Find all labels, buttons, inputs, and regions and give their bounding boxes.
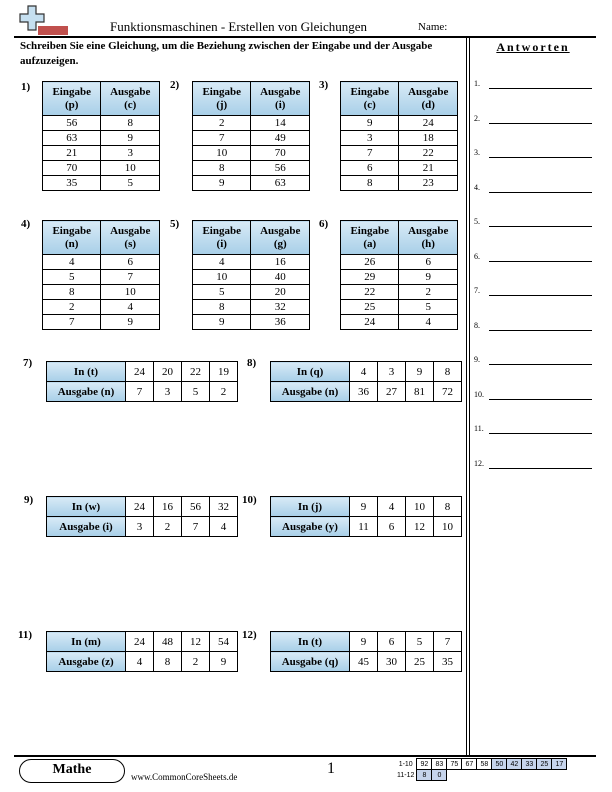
problem-number: 6) (319, 218, 329, 230)
input-value: 9 (350, 497, 378, 517)
output-value: 4 (399, 315, 458, 330)
answer-line (474, 321, 592, 335)
input-header (193, 82, 251, 116)
input-value: 56 (43, 116, 101, 131)
input-value: 2 (193, 116, 251, 131)
output-value: 6 (378, 517, 406, 537)
output-value: 12 (406, 517, 434, 537)
input-label: Eingabe (52, 85, 91, 98)
input-value: 26 (341, 255, 399, 270)
answer-number: 10. (474, 390, 484, 399)
output-value: 23 (399, 176, 458, 191)
output-value: 3 (101, 146, 160, 161)
output-label: Ausgabe (408, 85, 449, 98)
output-value: 63 (251, 176, 310, 191)
output-value: 20 (251, 285, 310, 300)
function-table (46, 361, 238, 402)
answer-line (474, 183, 592, 197)
score-value: 50 (492, 759, 507, 770)
answer-number: 4. (474, 183, 480, 192)
output-header: Ausgabe (i) (47, 517, 126, 537)
input-value: 9 (341, 116, 399, 131)
output-row (47, 382, 238, 402)
table-row (341, 300, 458, 315)
answer-number: 3. (474, 148, 480, 157)
answer-blank (489, 364, 592, 365)
answer-number: 2. (474, 114, 480, 123)
input-value: 8 (434, 497, 462, 517)
input-row (47, 362, 238, 382)
problem-number: 9) (24, 494, 34, 506)
score-table (395, 758, 567, 781)
output-header (101, 82, 160, 116)
input-variable: (a) (363, 237, 377, 250)
score-row (395, 759, 567, 770)
output-header (251, 221, 310, 255)
table-row (193, 161, 310, 176)
problem-number: 4) (21, 218, 31, 230)
input-value: 10 (193, 146, 251, 161)
output-value: 11 (350, 517, 378, 537)
output-header (101, 221, 160, 255)
table-row (43, 300, 160, 315)
answer-line (474, 217, 592, 231)
output-value: 81 (406, 382, 434, 402)
output-row (47, 517, 238, 537)
instructions: Schreiben Sie eine Gleichung, um die Beziehung zwischen der Eingabe und der Ausgabe aufzuzeigen. (20, 40, 433, 67)
answer-line (474, 286, 592, 300)
table-row (341, 131, 458, 146)
output-value: 5 (182, 382, 210, 402)
input-header: In (j) (271, 497, 350, 517)
problem-number: 12) (242, 629, 257, 641)
output-header: Ausgabe (q) (271, 652, 350, 672)
score-value: 17 (552, 759, 567, 770)
table-row (43, 285, 160, 300)
table-row (193, 315, 310, 330)
input-row (47, 497, 238, 517)
output-value: 2 (154, 517, 182, 537)
output-value: 49 (251, 131, 310, 146)
output-value: 45 (350, 652, 378, 672)
table-row (193, 270, 310, 285)
output-value: 9 (210, 652, 238, 672)
input-value: 20 (154, 362, 182, 382)
output-value: 5 (399, 300, 458, 315)
output-header: Ausgabe (y) (271, 517, 350, 537)
output-value: 2 (399, 285, 458, 300)
table-row (341, 270, 458, 285)
input-row (271, 497, 462, 517)
input-value: 8 (43, 285, 101, 300)
table-row (43, 255, 160, 270)
answer-blank (489, 433, 592, 434)
input-value: 21 (43, 146, 101, 161)
score-range-label: 11-12 (397, 771, 415, 779)
bottom-divider (14, 755, 596, 757)
input-value: 29 (341, 270, 399, 285)
input-header (341, 82, 399, 116)
output-value: 9 (101, 315, 160, 330)
table-row (341, 146, 458, 161)
top-divider (14, 36, 596, 38)
input-value: 9 (193, 176, 251, 191)
answer-blank (489, 399, 592, 400)
input-value: 19 (210, 362, 238, 382)
input-value: 63 (43, 131, 101, 146)
input-row (271, 632, 462, 652)
output-value: 6 (101, 255, 160, 270)
table-row (341, 285, 458, 300)
input-header: In (m) (47, 632, 126, 652)
input-value: 5 (43, 270, 101, 285)
input-value: 4 (43, 255, 101, 270)
plus-sign-logo-icon (18, 4, 70, 38)
footer-site-url: www.CommonCoreSheets.de (131, 772, 238, 782)
answer-blank (489, 330, 592, 331)
output-variable: (i) (275, 98, 286, 111)
answer-number: 9. (474, 355, 480, 364)
output-row (271, 517, 462, 537)
output-value: 25 (406, 652, 434, 672)
output-label: Ausgabe (408, 224, 449, 237)
answer-line (474, 424, 592, 438)
input-header: In (t) (271, 632, 350, 652)
function-table (46, 496, 238, 537)
page-number: 1 (327, 760, 335, 777)
input-value: 24 (126, 497, 154, 517)
input-value: 9 (193, 315, 251, 330)
score-value: 8 (417, 770, 432, 781)
problem-number: 1) (21, 81, 31, 93)
input-header (341, 221, 399, 255)
output-row (271, 652, 462, 672)
score-value: 67 (462, 759, 477, 770)
function-table (270, 496, 462, 537)
input-value: 6 (341, 161, 399, 176)
table-row (43, 315, 160, 330)
output-value: 18 (399, 131, 458, 146)
output-value: 8 (154, 652, 182, 672)
input-label: Eingabe (202, 85, 241, 98)
output-row (47, 652, 238, 672)
table-row (43, 131, 160, 146)
input-value: 16 (154, 497, 182, 517)
problem-number: 7) (23, 357, 33, 369)
input-header (193, 221, 251, 255)
output-value: 56 (251, 161, 310, 176)
input-value: 24 (341, 315, 399, 330)
output-label: Ausgabe (110, 224, 151, 237)
input-value: 7 (434, 632, 462, 652)
score-value: 0 (432, 770, 447, 781)
output-header: Ausgabe (n) (271, 382, 350, 402)
table-row (43, 176, 160, 191)
answer-blank (489, 295, 592, 296)
output-value: 10 (434, 517, 462, 537)
score-row (395, 770, 567, 781)
table-row (341, 255, 458, 270)
input-value: 10 (193, 270, 251, 285)
answer-number: 7. (474, 286, 480, 295)
answer-number: 6. (474, 252, 480, 261)
input-value: 9 (350, 632, 378, 652)
output-value: 9 (101, 131, 160, 146)
output-label: Ausgabe (260, 224, 301, 237)
problem-number: 5) (170, 218, 180, 230)
footer-logo-text: Mathe (52, 762, 92, 777)
output-value: 27 (378, 382, 406, 402)
table-row (341, 116, 458, 131)
output-value: 7 (126, 382, 154, 402)
input-header: In (t) (47, 362, 126, 382)
answer-blank (489, 261, 592, 262)
answer-number: 1. (474, 79, 480, 88)
table-row (193, 300, 310, 315)
output-value: 4 (126, 652, 154, 672)
output-variable: (d) (421, 98, 435, 111)
table-row (43, 146, 160, 161)
input-value: 48 (154, 632, 182, 652)
input-header (43, 221, 101, 255)
input-value: 5 (406, 632, 434, 652)
input-value: 7 (341, 146, 399, 161)
output-header (251, 82, 310, 116)
output-value: 2 (210, 382, 238, 402)
input-variable: (j) (216, 98, 228, 111)
input-label: Eingabe (202, 224, 241, 237)
input-value: 6 (378, 632, 406, 652)
answer-blank (489, 226, 592, 227)
score-value: 92 (417, 759, 432, 770)
output-value: 32 (251, 300, 310, 315)
input-row (47, 632, 238, 652)
function-table (270, 631, 462, 672)
answer-blank (489, 88, 592, 89)
output-variable: (h) (421, 237, 435, 250)
function-table (42, 220, 160, 330)
table-row (43, 161, 160, 176)
input-variable: (c) (363, 98, 376, 111)
input-value: 54 (210, 632, 238, 652)
output-value: 40 (251, 270, 310, 285)
output-value: 4 (101, 300, 160, 315)
output-value: 24 (399, 116, 458, 131)
output-value: 5 (101, 176, 160, 191)
table-row (193, 285, 310, 300)
answer-number: 5. (474, 217, 480, 226)
output-value: 2 (182, 652, 210, 672)
answer-line (474, 79, 592, 93)
table-row (193, 131, 310, 146)
function-table (46, 631, 238, 672)
function-table (340, 81, 458, 191)
function-table (340, 220, 458, 330)
output-value: 72 (434, 382, 462, 402)
score-value: 83 (432, 759, 447, 770)
output-value: 7 (101, 270, 160, 285)
score-value: 58 (477, 759, 492, 770)
input-value: 8 (341, 176, 399, 191)
output-variable: (c) (124, 98, 137, 111)
answer-number: 11. (474, 424, 484, 433)
input-variable: (i) (216, 237, 227, 250)
function-table (42, 81, 160, 191)
output-row (271, 382, 462, 402)
output-value: 14 (251, 116, 310, 131)
score-value: 33 (522, 759, 537, 770)
input-value: 4 (378, 497, 406, 517)
problem-number: 2) (170, 79, 180, 91)
output-value: 7 (182, 517, 210, 537)
output-value: 70 (251, 146, 310, 161)
output-variable: (g) (273, 237, 287, 250)
input-value: 32 (210, 497, 238, 517)
score-value: 25 (537, 759, 552, 770)
input-value: 8 (193, 161, 251, 176)
answer-line (474, 355, 592, 369)
input-row (271, 362, 462, 382)
problem-number: 10) (242, 494, 257, 506)
output-value: 21 (399, 161, 458, 176)
output-value: 8 (101, 116, 160, 131)
score-value: 42 (507, 759, 522, 770)
output-variable: (s) (124, 237, 137, 250)
input-label: Eingabe (350, 85, 389, 98)
input-variable: (p) (65, 98, 79, 111)
output-value: 30 (378, 652, 406, 672)
input-value: 56 (182, 497, 210, 517)
input-value: 5 (193, 285, 251, 300)
answer-blank (489, 192, 592, 193)
answer-line (474, 114, 592, 128)
input-value: 25 (341, 300, 399, 315)
output-value: 16 (251, 255, 310, 270)
table-row (341, 315, 458, 330)
input-value: 35 (43, 176, 101, 191)
problem-number: 8) (247, 357, 257, 369)
input-value: 22 (182, 362, 210, 382)
table-row (193, 255, 310, 270)
input-value: 24 (126, 632, 154, 652)
answer-blank (489, 123, 592, 124)
output-value: 22 (399, 146, 458, 161)
table-row (341, 176, 458, 191)
output-value: 35 (434, 652, 462, 672)
output-value: 3 (154, 382, 182, 402)
input-value: 22 (341, 285, 399, 300)
input-variable: (n) (65, 237, 79, 250)
output-value: 10 (101, 285, 160, 300)
output-header: Ausgabe (n) (47, 382, 126, 402)
table-row (43, 116, 160, 131)
problem-number: 11) (18, 629, 33, 641)
table-row (341, 161, 458, 176)
output-label: Ausgabe (110, 85, 151, 98)
column-divider (466, 36, 467, 756)
answer-blank (489, 468, 592, 469)
input-value: 7 (193, 131, 251, 146)
input-label: Eingabe (52, 224, 91, 237)
input-value: 7 (43, 315, 101, 330)
answer-blank (489, 157, 592, 158)
answer-line (474, 252, 592, 266)
table-row (193, 146, 310, 161)
input-header: In (q) (271, 362, 350, 382)
input-value: 70 (43, 161, 101, 176)
output-header (399, 221, 458, 255)
problem-number: 3) (319, 79, 329, 91)
input-value: 4 (193, 255, 251, 270)
output-value: 36 (251, 315, 310, 330)
output-value: 4 (210, 517, 238, 537)
input-value: 9 (406, 362, 434, 382)
output-value: 10 (101, 161, 160, 176)
column-divider (469, 36, 470, 756)
worksheet-title: Funktionsmaschinen - Erstellen von Gleichungen (110, 19, 368, 34)
answer-line (474, 459, 592, 473)
input-value: 3 (341, 131, 399, 146)
table-row (193, 116, 310, 131)
function-table (270, 361, 462, 402)
table-row (193, 176, 310, 191)
input-value: 8 (434, 362, 462, 382)
input-value: 2 (43, 300, 101, 315)
input-value: 4 (350, 362, 378, 382)
input-value: 8 (193, 300, 251, 315)
output-header (399, 82, 458, 116)
output-label: Ausgabe (260, 85, 301, 98)
input-header: In (w) (47, 497, 126, 517)
output-value: 6 (399, 255, 458, 270)
score-range-label: 1-10 (398, 760, 413, 768)
function-table (192, 220, 310, 330)
output-value: 36 (350, 382, 378, 402)
answer-number: 8. (474, 321, 480, 330)
input-value: 10 (406, 497, 434, 517)
function-table (192, 81, 310, 191)
answers-title: Antworten (496, 40, 570, 54)
name-label: Name: (418, 21, 448, 33)
score-value: 75 (447, 759, 462, 770)
output-value: 9 (399, 270, 458, 285)
input-header (43, 82, 101, 116)
answer-line (474, 148, 592, 162)
answer-number: 12. (474, 459, 484, 468)
output-header: Ausgabe (z) (47, 652, 126, 672)
table-row (43, 270, 160, 285)
input-label: Eingabe (350, 224, 389, 237)
input-value: 24 (126, 362, 154, 382)
input-value: 12 (182, 632, 210, 652)
output-value: 3 (126, 517, 154, 537)
answer-line (474, 390, 592, 404)
input-value: 3 (378, 362, 406, 382)
